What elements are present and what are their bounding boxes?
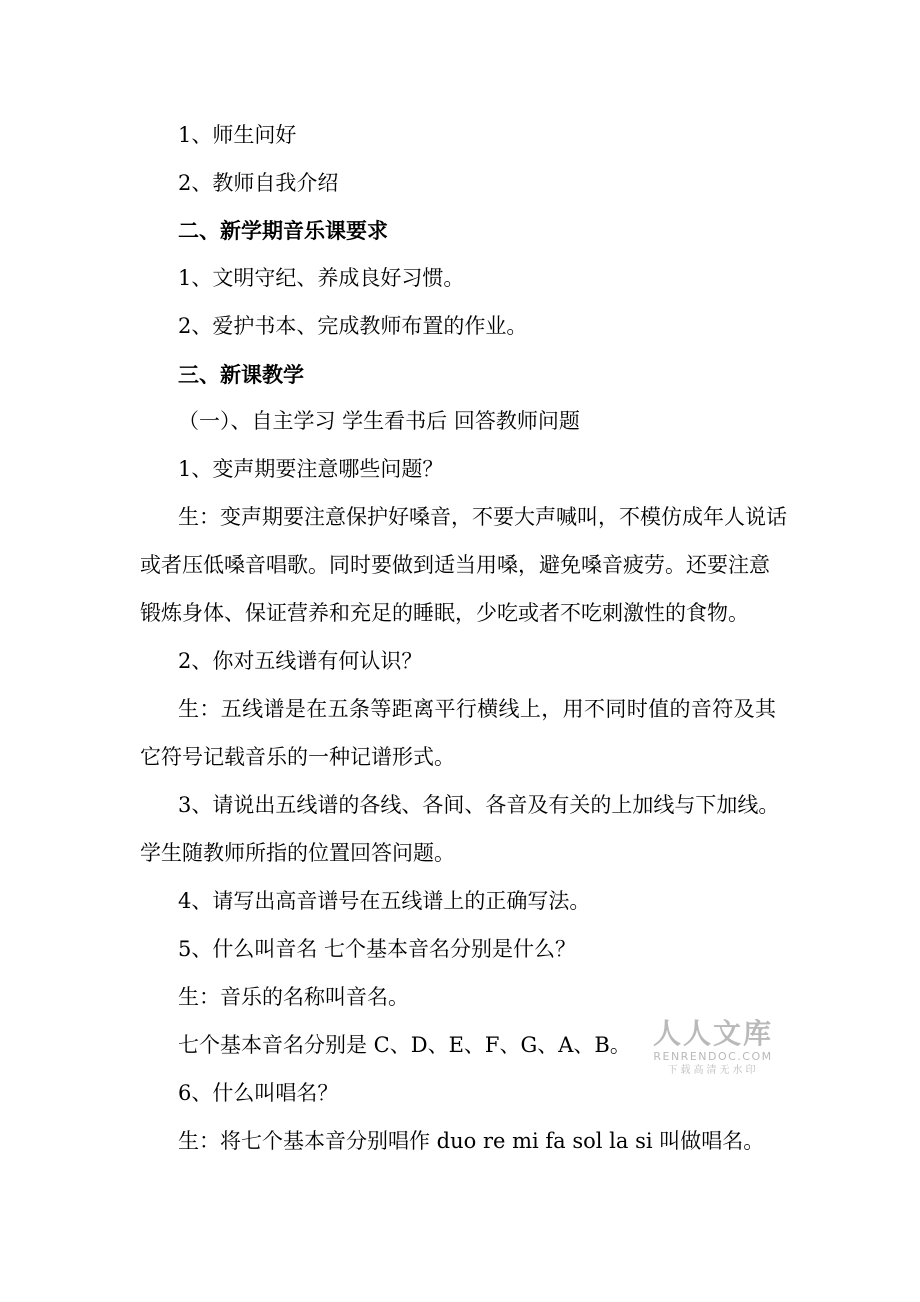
watermark-subtitle: 下载高清无水印 (667, 1065, 759, 1076)
answer-5-line-2: 七个基本音名分别是 C、D、E、F、G、A、B。 (178, 1033, 631, 1057)
answer-2-line-1: 生：五线谱是在五条等距离平行横线上，用不同时值的音符及其 (178, 697, 776, 721)
question-3: 3、请说出五线谱的各线、各间、各音及有关的上加线与下加线。 (178, 793, 780, 817)
answer-1-line-1: 生：变声期要注意保护好嗓音，不要大声喊叫，不模仿成年人说话 (178, 505, 787, 529)
answer-1-line-2: 或者压低嗓音唱歌。同时要做到适当用嗓，避免嗓音疲劳。还要注意 (140, 553, 770, 577)
answer-2-line-2: 它符号记载音乐的一种记谱形式。 (140, 745, 455, 769)
question-1: 1、变声期要注意哪些问题？ (178, 457, 444, 481)
subsection-heading-self-study: （一）、自主学习 学生看书后 回答教师问题 (178, 409, 580, 433)
question-2: 2、你对五线谱有何认识？ (178, 649, 423, 673)
section-heading-new-lesson: 三、新课教学 (178, 362, 304, 387)
question-4: 4、请写出高音谱号在五线谱上的正确写法。 (178, 889, 591, 913)
watermark-title: 人人文库 (652, 1017, 773, 1050)
question-6: 6、什么叫唱名？ (178, 1081, 339, 1105)
section-heading-requirements: 二、新学期音乐课要求 (178, 218, 388, 243)
watermark-url: RENRENDOC.COM (653, 1050, 773, 1063)
answer-5-line-1: 生：音乐的名称叫音名。 (178, 985, 409, 1009)
self-intro-item: 2、教师自我介绍 (178, 171, 339, 195)
answer-6: 生：将七个基本音分别唱作 duo re mi fa sol la si 叫做唱名。 (178, 1129, 765, 1153)
answer-1-line-3: 锻炼身体、保证营养和充足的睡眠，少吃或者不吃刺激性的食物。 (140, 601, 749, 625)
question-3-note: 学生随教师所指的位置回答问题。 (140, 841, 455, 865)
greeting-item: 1、师生问好 (178, 123, 297, 147)
requirement-item-1: 1、文明守纪、养成良好习惯。 (178, 266, 465, 290)
question-5: 5、什么叫音名 七个基本音名分别是什么？ (178, 937, 577, 961)
requirement-item-2: 2、爱护书本、完成教师布置的作业。 (178, 314, 528, 338)
watermark-logo (648, 1018, 778, 1078)
